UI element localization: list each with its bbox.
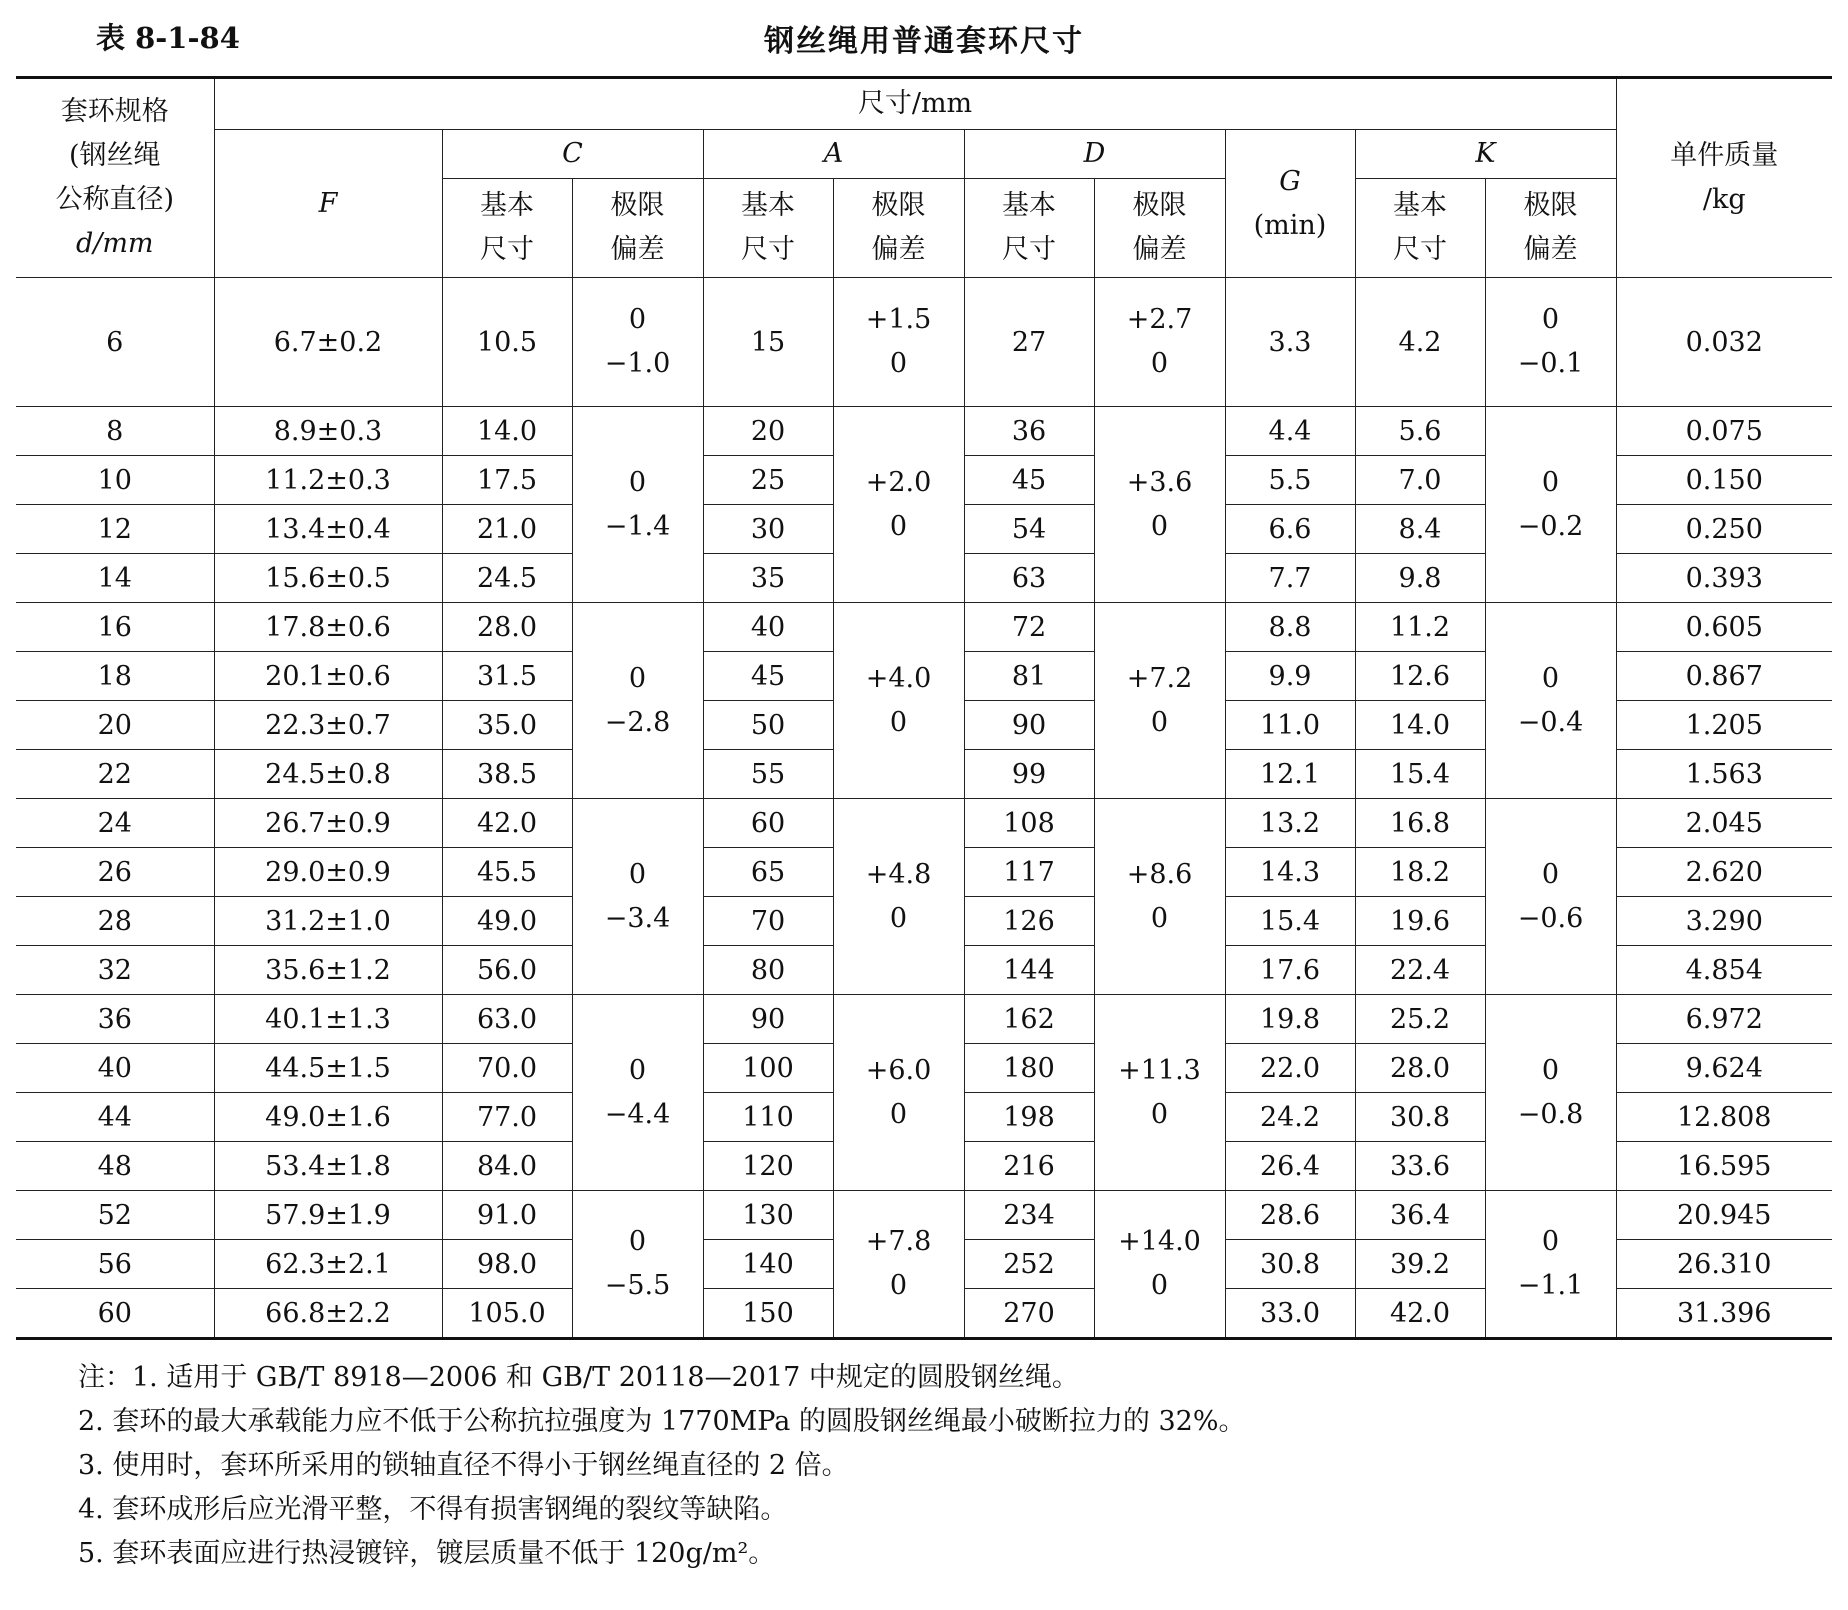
cell-d: 26	[16, 848, 214, 897]
cell-mass: 12.808	[1616, 1093, 1832, 1142]
cell-K: 33.6	[1355, 1142, 1485, 1191]
cell-A: 80	[703, 946, 833, 995]
note-5: 5. 套环表面应进行热浸镀锌，镀层质量不低于 120g/m²。	[78, 1538, 776, 1569]
cell-F: 22.3±0.7	[214, 701, 442, 750]
note-3: 3. 使用时，套环所采用的锁轴直径不得小于钢丝绳直径的 2 倍。	[78, 1450, 849, 1481]
cell-A-tol: +6.0 0	[833, 995, 964, 1191]
cell-G: 13.2	[1225, 799, 1355, 848]
header-K-tol: 极限 偏差	[1485, 179, 1616, 278]
cell-F: 66.8±2.2	[214, 1289, 442, 1339]
cell-d: 36	[16, 995, 214, 1044]
cell-A: 150	[703, 1289, 833, 1339]
cell-d: 28	[16, 897, 214, 946]
cell-C: 35.0	[442, 701, 572, 750]
header-D: D	[964, 130, 1225, 179]
cell-D-tol: +3.6 0	[1094, 407, 1225, 603]
cell-G: 17.6	[1225, 946, 1355, 995]
cell-C-tol: 0 −4.4	[572, 995, 703, 1191]
cell-D: 81	[964, 652, 1094, 701]
cell-mass: 1.205	[1616, 701, 1832, 750]
thimble-dimension-table	[16, 76, 1832, 1340]
cell-C: 49.0	[442, 897, 572, 946]
cell-K: 36.4	[1355, 1191, 1485, 1240]
cell-D-tol: +2.7 0	[1094, 278, 1225, 407]
cell-F: 24.5±0.8	[214, 750, 442, 799]
cell-F: 62.3±2.1	[214, 1240, 442, 1289]
cell-d: 32	[16, 946, 214, 995]
cell-F: 44.5±1.5	[214, 1044, 442, 1093]
cell-K-tol: 0 −0.1	[1485, 278, 1616, 407]
cell-D: 108	[964, 799, 1094, 848]
cell-G: 24.2	[1225, 1093, 1355, 1142]
cell-G: 9.9	[1225, 652, 1355, 701]
cell-A: 65	[703, 848, 833, 897]
table-row	[16, 278, 1832, 407]
cell-F: 20.1±0.6	[214, 652, 442, 701]
cell-A-tol: +2.0 0	[833, 407, 964, 603]
table-row	[16, 407, 1832, 456]
cell-A-tol: +4.8 0	[833, 799, 964, 995]
header-dimensions: 尺寸/mm	[214, 78, 1616, 130]
header-mass: 单件质量 /kg	[1616, 78, 1832, 278]
cell-C-tol: 0 −1.4	[572, 407, 703, 603]
cell-F: 31.2±1.0	[214, 897, 442, 946]
cell-F: 13.4±0.4	[214, 505, 442, 554]
cell-C: 24.5	[442, 554, 572, 603]
cell-C: 77.0	[442, 1093, 572, 1142]
cell-D: 162	[964, 995, 1094, 1044]
cell-D: 198	[964, 1093, 1094, 1142]
cell-mass: 16.595	[1616, 1142, 1832, 1191]
cell-K: 30.8	[1355, 1093, 1485, 1142]
header-A: A	[703, 130, 964, 179]
cell-C: 105.0	[442, 1289, 572, 1339]
header-K-basic: 基本 尺寸	[1355, 179, 1485, 278]
header-C-basic: 基本 尺寸	[442, 179, 572, 278]
header-A-tol: 极限 偏差	[833, 179, 964, 278]
cell-A: 100	[703, 1044, 833, 1093]
cell-K-tol: 0 −1.1	[1485, 1191, 1616, 1339]
cell-K: 8.4	[1355, 505, 1485, 554]
cell-C: 45.5	[442, 848, 572, 897]
cell-mass: 9.624	[1616, 1044, 1832, 1093]
header-F: F	[214, 130, 442, 278]
cell-D: 180	[964, 1044, 1094, 1093]
table-row	[16, 1191, 1832, 1240]
cell-F: 29.0±0.9	[214, 848, 442, 897]
cell-F: 8.9±0.3	[214, 407, 442, 456]
table-notes	[78, 1356, 1818, 1576]
cell-mass: 4.854	[1616, 946, 1832, 995]
cell-K: 12.6	[1355, 652, 1485, 701]
table-title: 钢丝绳用普通套环尺寸	[764, 24, 1084, 59]
cell-mass: 2.620	[1616, 848, 1832, 897]
header-C-tol: 极限 偏差	[572, 179, 703, 278]
header-G: G (min)	[1225, 130, 1355, 278]
cell-G: 28.6	[1225, 1191, 1355, 1240]
table-row	[16, 799, 1832, 848]
cell-G: 12.1	[1225, 750, 1355, 799]
cell-K: 22.4	[1355, 946, 1485, 995]
cell-A: 90	[703, 995, 833, 1044]
cell-K: 15.4	[1355, 750, 1485, 799]
cell-A: 110	[703, 1093, 833, 1142]
cell-F: 17.8±0.6	[214, 603, 442, 652]
table-row	[16, 603, 1832, 652]
cell-F: 26.7±0.9	[214, 799, 442, 848]
cell-G: 15.4	[1225, 897, 1355, 946]
cell-d: 20	[16, 701, 214, 750]
cell-F: 15.6±0.5	[214, 554, 442, 603]
cell-K: 28.0	[1355, 1044, 1485, 1093]
cell-K: 19.6	[1355, 897, 1485, 946]
cell-d: 6	[16, 278, 214, 407]
header-D-tol: 极限 偏差	[1094, 179, 1225, 278]
cell-C: 38.5	[442, 750, 572, 799]
cell-D: 126	[964, 897, 1094, 946]
cell-C-tol: 0 −1.0	[572, 278, 703, 407]
cell-F: 35.6±1.2	[214, 946, 442, 995]
cell-d: 56	[16, 1240, 214, 1289]
cell-A: 60	[703, 799, 833, 848]
cell-D: 90	[964, 701, 1094, 750]
cell-G: 26.4	[1225, 1142, 1355, 1191]
cell-D: 117	[964, 848, 1094, 897]
cell-A: 35	[703, 554, 833, 603]
cell-K: 25.2	[1355, 995, 1485, 1044]
cell-F: 49.0±1.6	[214, 1093, 442, 1142]
cell-G: 6.6	[1225, 505, 1355, 554]
cell-G: 5.5	[1225, 456, 1355, 505]
cell-C: 10.5	[442, 278, 572, 407]
cell-G: 8.8	[1225, 603, 1355, 652]
cell-D: 36	[964, 407, 1094, 456]
cell-K: 5.6	[1355, 407, 1485, 456]
cell-A: 30	[703, 505, 833, 554]
cell-d: 12	[16, 505, 214, 554]
table-body	[16, 278, 1832, 1339]
table-number: 表 8-1-84	[96, 21, 240, 55]
cell-d: 44	[16, 1093, 214, 1142]
cell-D: 234	[964, 1191, 1094, 1240]
cell-D: 54	[964, 505, 1094, 554]
cell-D: 27	[964, 278, 1094, 407]
cell-C-tol: 0 −3.4	[572, 799, 703, 995]
cell-A: 15	[703, 278, 833, 407]
cell-K: 7.0	[1355, 456, 1485, 505]
header-spec: 套环规格 (钢丝绳 公称直径) d/mm	[16, 78, 214, 278]
cell-K-tol: 0 −0.8	[1485, 995, 1616, 1191]
cell-mass: 3.290	[1616, 897, 1832, 946]
cell-mass: 0.867	[1616, 652, 1832, 701]
cell-C: 17.5	[442, 456, 572, 505]
cell-A: 140	[703, 1240, 833, 1289]
cell-K: 42.0	[1355, 1289, 1485, 1339]
cell-D-tol: +7.2 0	[1094, 603, 1225, 799]
note-2: 2. 套环的最大承载能力应不低于公称抗拉强度为 1770MPa 的圆股钢丝绳最小破断拉力的 32%。	[78, 1406, 1246, 1437]
cell-d: 8	[16, 407, 214, 456]
header-C: C	[442, 130, 703, 179]
cell-C-tol: 0 −5.5	[572, 1191, 703, 1339]
cell-mass: 1.563	[1616, 750, 1832, 799]
cell-A: 25	[703, 456, 833, 505]
cell-K: 16.8	[1355, 799, 1485, 848]
cell-d: 18	[16, 652, 214, 701]
cell-D: 99	[964, 750, 1094, 799]
cell-mass: 6.972	[1616, 995, 1832, 1044]
cell-K-tol: 0 −0.6	[1485, 799, 1616, 995]
cell-K: 18.2	[1355, 848, 1485, 897]
cell-mass: 0.150	[1616, 456, 1832, 505]
cell-K: 11.2	[1355, 603, 1485, 652]
cell-A: 40	[703, 603, 833, 652]
cell-C: 21.0	[442, 505, 572, 554]
cell-C: 56.0	[442, 946, 572, 995]
cell-K-tol: 0 −0.2	[1485, 407, 1616, 603]
cell-K-tol: 0 −0.4	[1485, 603, 1616, 799]
cell-C: 42.0	[442, 799, 572, 848]
cell-d: 40	[16, 1044, 214, 1093]
cell-mass: 2.045	[1616, 799, 1832, 848]
cell-D: 252	[964, 1240, 1094, 1289]
cell-A: 20	[703, 407, 833, 456]
cell-K: 9.8	[1355, 554, 1485, 603]
cell-K: 4.2	[1355, 278, 1485, 407]
cell-G: 7.7	[1225, 554, 1355, 603]
cell-G: 19.8	[1225, 995, 1355, 1044]
cell-d: 24	[16, 799, 214, 848]
cell-A-tol: +7.8 0	[833, 1191, 964, 1339]
cell-G: 33.0	[1225, 1289, 1355, 1339]
cell-D: 72	[964, 603, 1094, 652]
cell-C: 84.0	[442, 1142, 572, 1191]
cell-G: 3.3	[1225, 278, 1355, 407]
cell-mass: 20.945	[1616, 1191, 1832, 1240]
cell-mass: 0.250	[1616, 505, 1832, 554]
cell-F: 53.4±1.8	[214, 1142, 442, 1191]
cell-D: 63	[964, 554, 1094, 603]
cell-D: 216	[964, 1142, 1094, 1191]
cell-D: 45	[964, 456, 1094, 505]
cell-C: 70.0	[442, 1044, 572, 1093]
cell-A-tol: +1.5 0	[833, 278, 964, 407]
cell-d: 52	[16, 1191, 214, 1240]
cell-F: 11.2±0.3	[214, 456, 442, 505]
cell-D: 270	[964, 1289, 1094, 1339]
cell-A: 50	[703, 701, 833, 750]
note-4: 4. 套环成形后应光滑平整，不得有损害钢绳的裂纹等缺陷。	[78, 1494, 788, 1525]
cell-mass: 26.310	[1616, 1240, 1832, 1289]
cell-G: 11.0	[1225, 701, 1355, 750]
cell-C: 91.0	[442, 1191, 572, 1240]
cell-A-tol: +4.0 0	[833, 603, 964, 799]
cell-C: 28.0	[442, 603, 572, 652]
cell-C: 63.0	[442, 995, 572, 1044]
cell-F: 6.7±0.2	[214, 278, 442, 407]
cell-A: 45	[703, 652, 833, 701]
cell-F: 40.1±1.3	[214, 995, 442, 1044]
cell-D: 144	[964, 946, 1094, 995]
cell-A: 70	[703, 897, 833, 946]
cell-d: 22	[16, 750, 214, 799]
header-A-basic: 基本 尺寸	[703, 179, 833, 278]
cell-C: 14.0	[442, 407, 572, 456]
cell-d: 10	[16, 456, 214, 505]
cell-G: 14.3	[1225, 848, 1355, 897]
cell-F: 57.9±1.9	[214, 1191, 442, 1240]
table-row	[16, 995, 1832, 1044]
cell-mass: 31.396	[1616, 1289, 1832, 1339]
note-1: 注：1. 适用于 GB/T 8918—2006 和 GB/T 20118—2017 中规定的圆股钢丝绳。	[78, 1362, 1079, 1393]
cell-A: 130	[703, 1191, 833, 1240]
cell-K: 39.2	[1355, 1240, 1485, 1289]
cell-mass: 0.605	[1616, 603, 1832, 652]
cell-C-tol: 0 −2.8	[572, 603, 703, 799]
cell-d: 48	[16, 1142, 214, 1191]
cell-G: 30.8	[1225, 1240, 1355, 1289]
cell-G: 4.4	[1225, 407, 1355, 456]
header-D-basic: 基本 尺寸	[964, 179, 1094, 278]
cell-mass: 0.075	[1616, 407, 1832, 456]
cell-D-tol: +11.3 0	[1094, 995, 1225, 1191]
cell-mass: 0.393	[1616, 554, 1832, 603]
cell-mass: 0.032	[1616, 278, 1832, 407]
cell-A: 55	[703, 750, 833, 799]
cell-d: 60	[16, 1289, 214, 1339]
header-K: K	[1355, 130, 1616, 179]
cell-A: 120	[703, 1142, 833, 1191]
cell-G: 22.0	[1225, 1044, 1355, 1093]
cell-D-tol: +14.0 0	[1094, 1191, 1225, 1339]
cell-d: 14	[16, 554, 214, 603]
cell-D-tol: +8.6 0	[1094, 799, 1225, 995]
cell-K: 14.0	[1355, 701, 1485, 750]
cell-d: 16	[16, 603, 214, 652]
cell-C: 98.0	[442, 1240, 572, 1289]
cell-C: 31.5	[442, 652, 572, 701]
